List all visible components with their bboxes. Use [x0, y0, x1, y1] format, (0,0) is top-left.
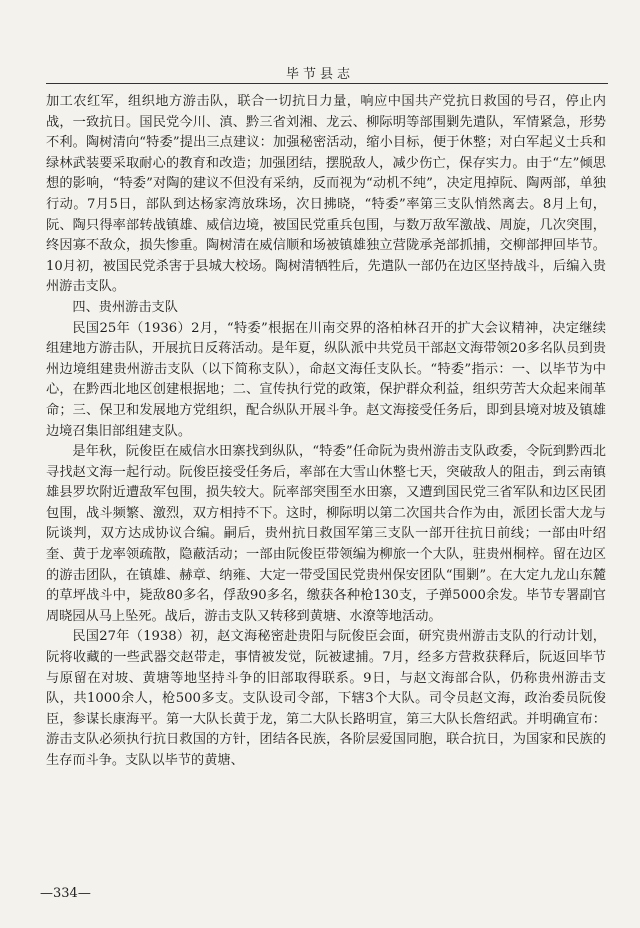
section-heading: 四、贵州游击支队: [72, 299, 178, 315]
paragraph-3: 是年秋，阮俊臣在威信水田寨找到纵队，“特委”任命阮为贵州游击支队政委，令阮到黔西北寻找赵文海一起行动。阮俊臣接受任务后，率部在大雪山休整七天，突破敌人的阻击，到云南镇雄县罗坎附近遭敌军包围，损失较大。阮率部突围至水田寨，又遭到国民党三省军队和边区民团包围，战斗频繁、激烈，双方相持不下。这时，柳际明以第二次国共合作为由，派团长雷大龙与阮谈判，双方达成协议合编。嗣后，贵州抗日救国军第三支队一部开往抗日前线；一部由叶绍奎、黄于龙率领疏散，隐蔽活动；一部由阮俊臣带领编为柳旅一个大队，驻贵州桐梓。留在边区的游击团队，在镇雄、赫章、纳雍、大定一带受国民党贵州保安团队“围剿”。在大定九龙山东麓的草坪战斗中，毙敌80多名，俘敌90多名，缴获各种枪130支，子弹5000余发。毕节专署副官周晓园从马上坠死。战后，游击支队又转移到黄塘、水潦等地活动。: [46, 444, 606, 624]
page-number: —334—: [40, 886, 91, 901]
running-title: 毕节县志: [285, 67, 354, 82]
header-rule: [46, 83, 608, 84]
paragraph-4: 民国27年（1938）初，赵文海秘密赴贵阳与阮俊臣会面，研究贵州游击支队的行动计划，阮将收藏的一些武器交赵带走，事情被发觉，阮被逮捕。7月，经多方营救获释后，阮返回毕节与原留在对坡、黄塘等地坚持斗争的旧部取得联系。9日，与赵文海部合队，仍称贵州游击支队，共1000余人，枪500多支。支队设司令部，下辖3个大队。司令员赵文海，政治委员阮俊臣，参谋长康海平。第一大队长黄于龙，第二大队长路明宣，第三大队长詹绍武。并明确宣布：游击支队必须执行抗日救国的方针，团结各民族，各阶层爱国同胞，联合抗日，为国家和民族的生存而斗争。支队以毕节的黄塘、: [46, 629, 606, 768]
body-text: [46, 92, 606, 772]
paragraph-1: 加工农红军，组织地方游击队，联合一切抗日力量，响应中国共产党抗日救国的号召，停止内战，一致抗日。国民党今川、滇、黔三省刘湘、龙云、柳际明等部围剿先遣队，军情紧急，形势不利。陶树清向“特委”提出三点建议：加强秘密活动，缩小目标，便于休整；对白军起义士兵和绿林武装要采取耐心的教育和改造；加强团结，摆脱敌人，减少伤亡，保存实力。由于“左”倾思想的影响，“特委”对陶的建议不但没有采纳，反而视为“动机不纯”，决定甩掉阮、陶两部，单独行动。7月5日，部队到达杨家湾放珠场，次日拂晓，“特委”率第三支队悄然离去。8月上旬，阮、陶只得率部转战镇雄、威信边境，被国民党重兵包围，与数万敌军激战、周旋，几次突围，终因寡不敌众，损失惨重。陶树清在威信顺和场被镇雄独立营陇承尧部抓捕，交柳部押回毕节。10月初，被国民党杀害于县城大校场。陶树清牺牲后，先遣队一部仍在边区坚持战斗，后编入贵州游击支队。: [46, 94, 606, 295]
paragraph-2: 民国25年（1936）2月，“特委”根据在川南交界的洛柏林召开的扩大会议精神，决定继续组建地方游击队，开展抗日反蒋活动。是年夏，纵队派中共党员干部赵文海带领20多名队员到贵州边境组建贵州游击支队（以下简称支队），命赵文海任支队长。“特委”指示：一、以毕节为中心，在黔西北地区创建根据地；二、宣传执行党的政策，保护群众利益，组织劳苦大众起来闹革命；三、保卫和发展地方党组织，配合纵队开展斗争。赵文海接受任务后，即到县境对坡及镇雄边境召集旧部组建支队。: [46, 320, 606, 439]
